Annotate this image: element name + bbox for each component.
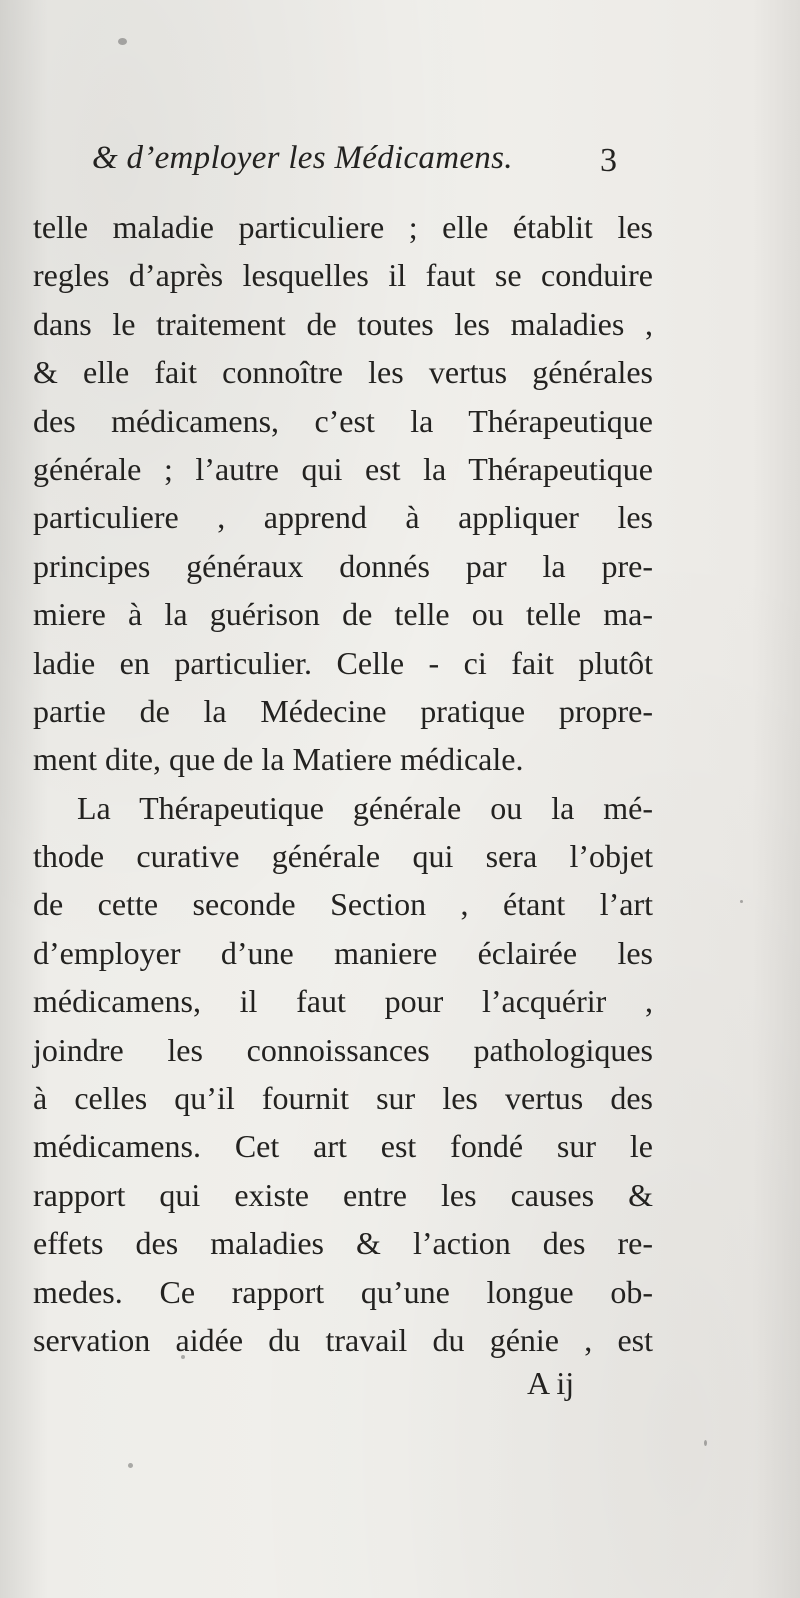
text-line: dans le traitement de toutes les maladies , [33,305,653,342]
text-line: des médicamens, c’est la Thérapeutique [33,402,653,439]
paper-speck [740,900,743,903]
text-line: médicamens. Cet art est fondé sur le [33,1128,653,1165]
paper-speck [128,1463,133,1468]
text-line: effets des maladies & l’action des re- [33,1225,653,1262]
body-text [33,203,653,1364]
text-line: médicamens, il faut pour l’acquérir , [33,983,653,1020]
text-line: medes. Ce rapport qu’une longue ob- [33,1273,653,1310]
text-line: thode curative générale qui sera l’objet [33,838,653,875]
text-line: regles d’après lesquelles il faut se conduire [33,257,653,294]
text-line: de cette seconde Section , étant l’art [33,886,653,923]
running-head [0,140,800,190]
text-line: principes généraux donnés par la pre- [33,547,653,584]
text-line: & elle fait connoître les vertus générales [33,354,653,391]
text-line: à celles qu’il fournit sur les vertus des [33,1080,653,1117]
signature-mark: A ij [527,1365,575,1401]
paper-speck [704,1440,707,1446]
text-line: joindre les connoissances pathologiques [33,1031,653,1068]
text-line: telle maladie particuliere ; elle établit les [33,209,653,245]
text-line: La Thérapeutique générale ou la mé- [77,789,653,826]
text-line: d’employer d’une maniere éclairée les [33,934,653,971]
text-line: particuliere , apprend à appliquer les [33,499,653,536]
text-line: partie de la Médecine pratique propre- [33,692,653,729]
text-line: ladie en particulier. Celle - ci fait plutôt [33,644,653,681]
text-line: servation aidée du travail du génie , est [33,1321,653,1358]
text-line: rapport qui existe entre les causes & [33,1176,653,1213]
paper-speck [118,38,127,45]
page-number: 3 [600,142,617,179]
paper-speck [181,1355,185,1359]
text-line: ment dite, que de la Matiere médicale. [33,741,524,778]
text-line: générale ; l’autre qui est la Thérapeutique [33,450,653,487]
running-head-title: & d’employer les Médicamens. [92,140,513,176]
text-line: miere à la guérison de telle ou telle ma- [33,596,653,633]
